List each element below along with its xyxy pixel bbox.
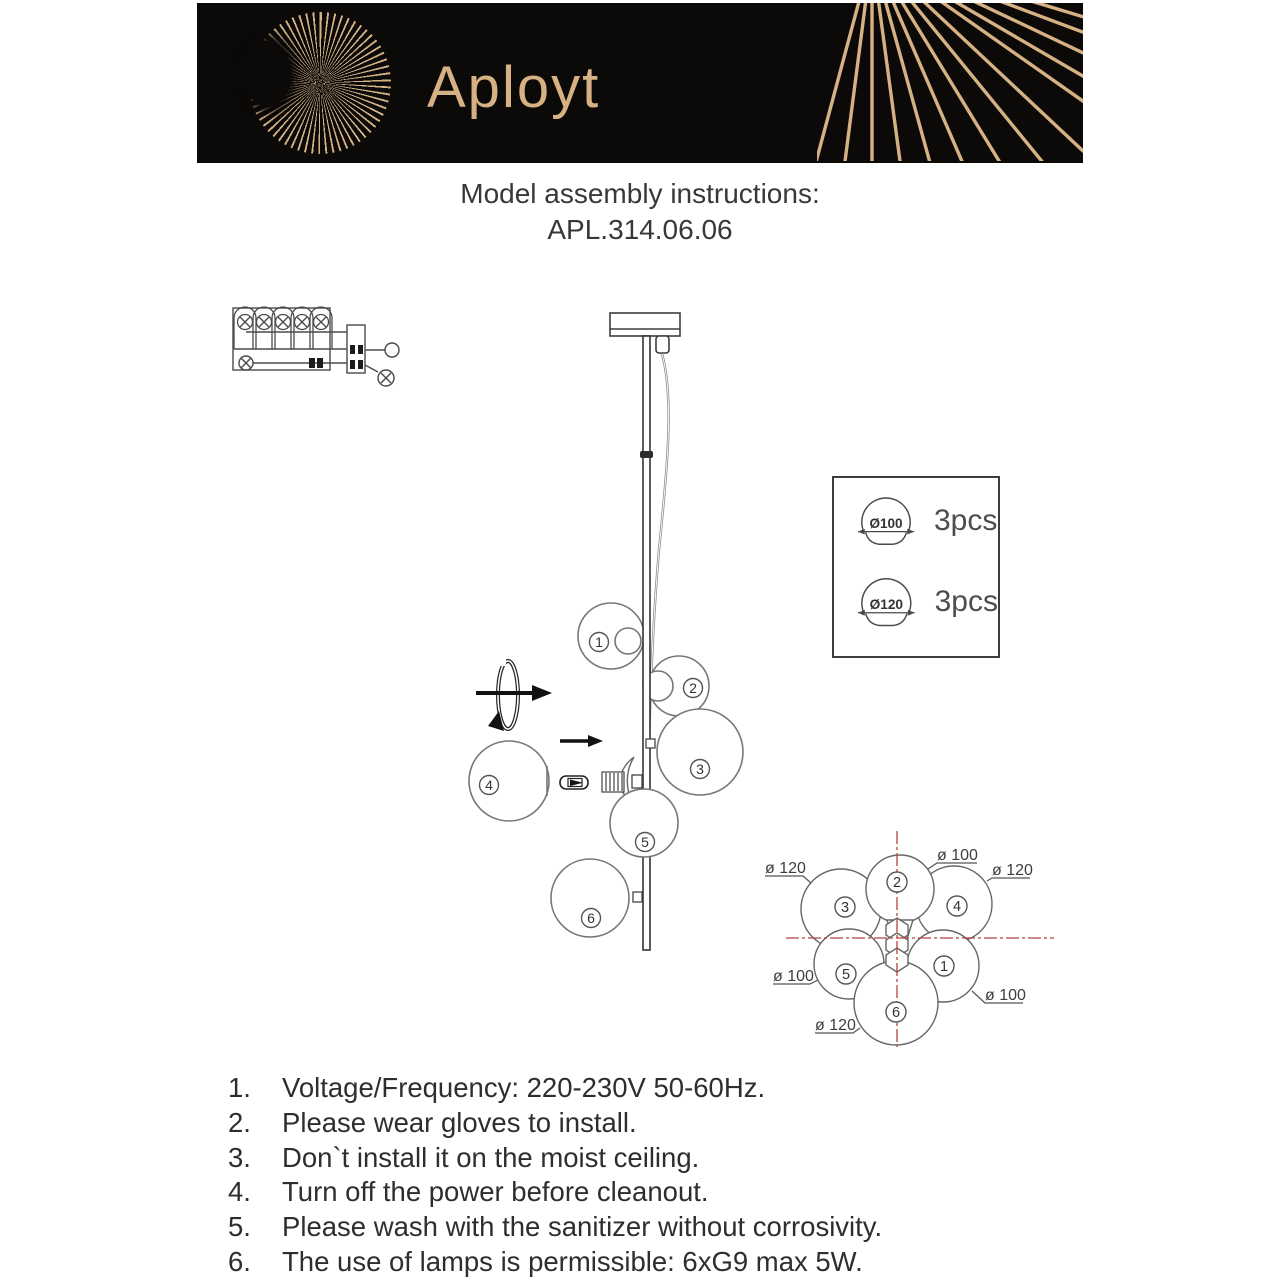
tv-label-4: 4 (952, 899, 962, 915)
svg-text:Ø120: Ø120 (869, 596, 904, 612)
assembly-diagram (460, 300, 790, 960)
dim-top: ø 100 (937, 847, 978, 864)
tv-label-1: 1 (939, 959, 949, 975)
globe-label-1: 1 (595, 634, 603, 650)
dim-top-left: ø 120 (765, 860, 806, 877)
rays-decoration-icon (817, 3, 1083, 161)
list-item (228, 1176, 1088, 1211)
part-qty: 3pcs (934, 585, 998, 618)
threaded-socket (602, 772, 624, 792)
parts-box (832, 476, 1000, 658)
sunburst-core (245, 41, 291, 107)
loop-symbol (385, 343, 399, 357)
list-item (228, 1107, 1088, 1142)
model-number: APL.314.06.06 (547, 214, 733, 245)
globe-label-4: 4 (485, 777, 493, 793)
instruction-list (228, 1072, 1088, 1280)
globe-label-3: 3 (696, 761, 704, 777)
rod-collar (640, 451, 653, 458)
tv-label-2: 2 (892, 875, 902, 891)
item-number: 2. (228, 1106, 251, 1138)
list-item (228, 1142, 1088, 1177)
wiring-diagram (225, 288, 415, 403)
item-text: Voltage/Frequency: 220-230V 50-60Hz. (282, 1072, 766, 1103)
dim-bottom-left: ø 120 (815, 1017, 856, 1034)
svg-text:Ø100: Ø100 (869, 515, 903, 531)
tv-label-6: 6 (891, 1005, 901, 1021)
tv-label-3: 3 (840, 900, 850, 916)
dim-left: ø 100 (773, 968, 814, 985)
list-item (228, 1072, 1088, 1107)
rotate-icon (476, 656, 552, 731)
socket-nut (632, 775, 642, 788)
globe-120-icon (856, 570, 917, 634)
tv-label-5: 5 (841, 967, 851, 983)
dim-top-right: ø 120 (992, 862, 1033, 879)
item-number: 6. (228, 1245, 251, 1277)
item-number: 1. (228, 1072, 251, 1103)
item-number: 5. (228, 1211, 251, 1243)
item-text: Please wash with the sanitizer without corrosivity. (282, 1211, 883, 1243)
brand-banner (197, 3, 1083, 163)
globe-3 (657, 709, 743, 795)
item-text: Please wear gloves to install. (282, 1106, 637, 1138)
globe-label-5: 5 (641, 834, 649, 850)
page-title: Model assembly instructions: (460, 178, 820, 209)
g9-bulb-icon (560, 776, 588, 789)
list-item (228, 1211, 1088, 1246)
item-number: 3. (228, 1141, 251, 1173)
globe-label-2: 2 (689, 680, 697, 696)
item-text: Don`t install it on the moist ceiling. (282, 1141, 700, 1173)
part-qty: 3pcs (934, 504, 998, 537)
item-number: 4. (228, 1176, 251, 1208)
title-block (0, 176, 1280, 248)
part-row-120 (834, 570, 998, 634)
list-item (228, 1246, 1088, 1280)
vertical-rod (643, 336, 650, 950)
globe-label-6: 6 (587, 910, 595, 926)
dim-right: ø 100 (985, 987, 1026, 1004)
lamp-symbols-row (234, 307, 332, 349)
item-text: Turn off the power before cleanout. (282, 1176, 709, 1208)
part-row-100 (834, 492, 998, 550)
insert-arrow-icon (560, 735, 603, 747)
top-view-diagram (752, 823, 1060, 1058)
item-text: The use of lamps is permissible: 6xG9 max 5W. (282, 1245, 863, 1277)
globe-100-icon (856, 492, 916, 550)
brand-name: Aployt (427, 54, 601, 120)
